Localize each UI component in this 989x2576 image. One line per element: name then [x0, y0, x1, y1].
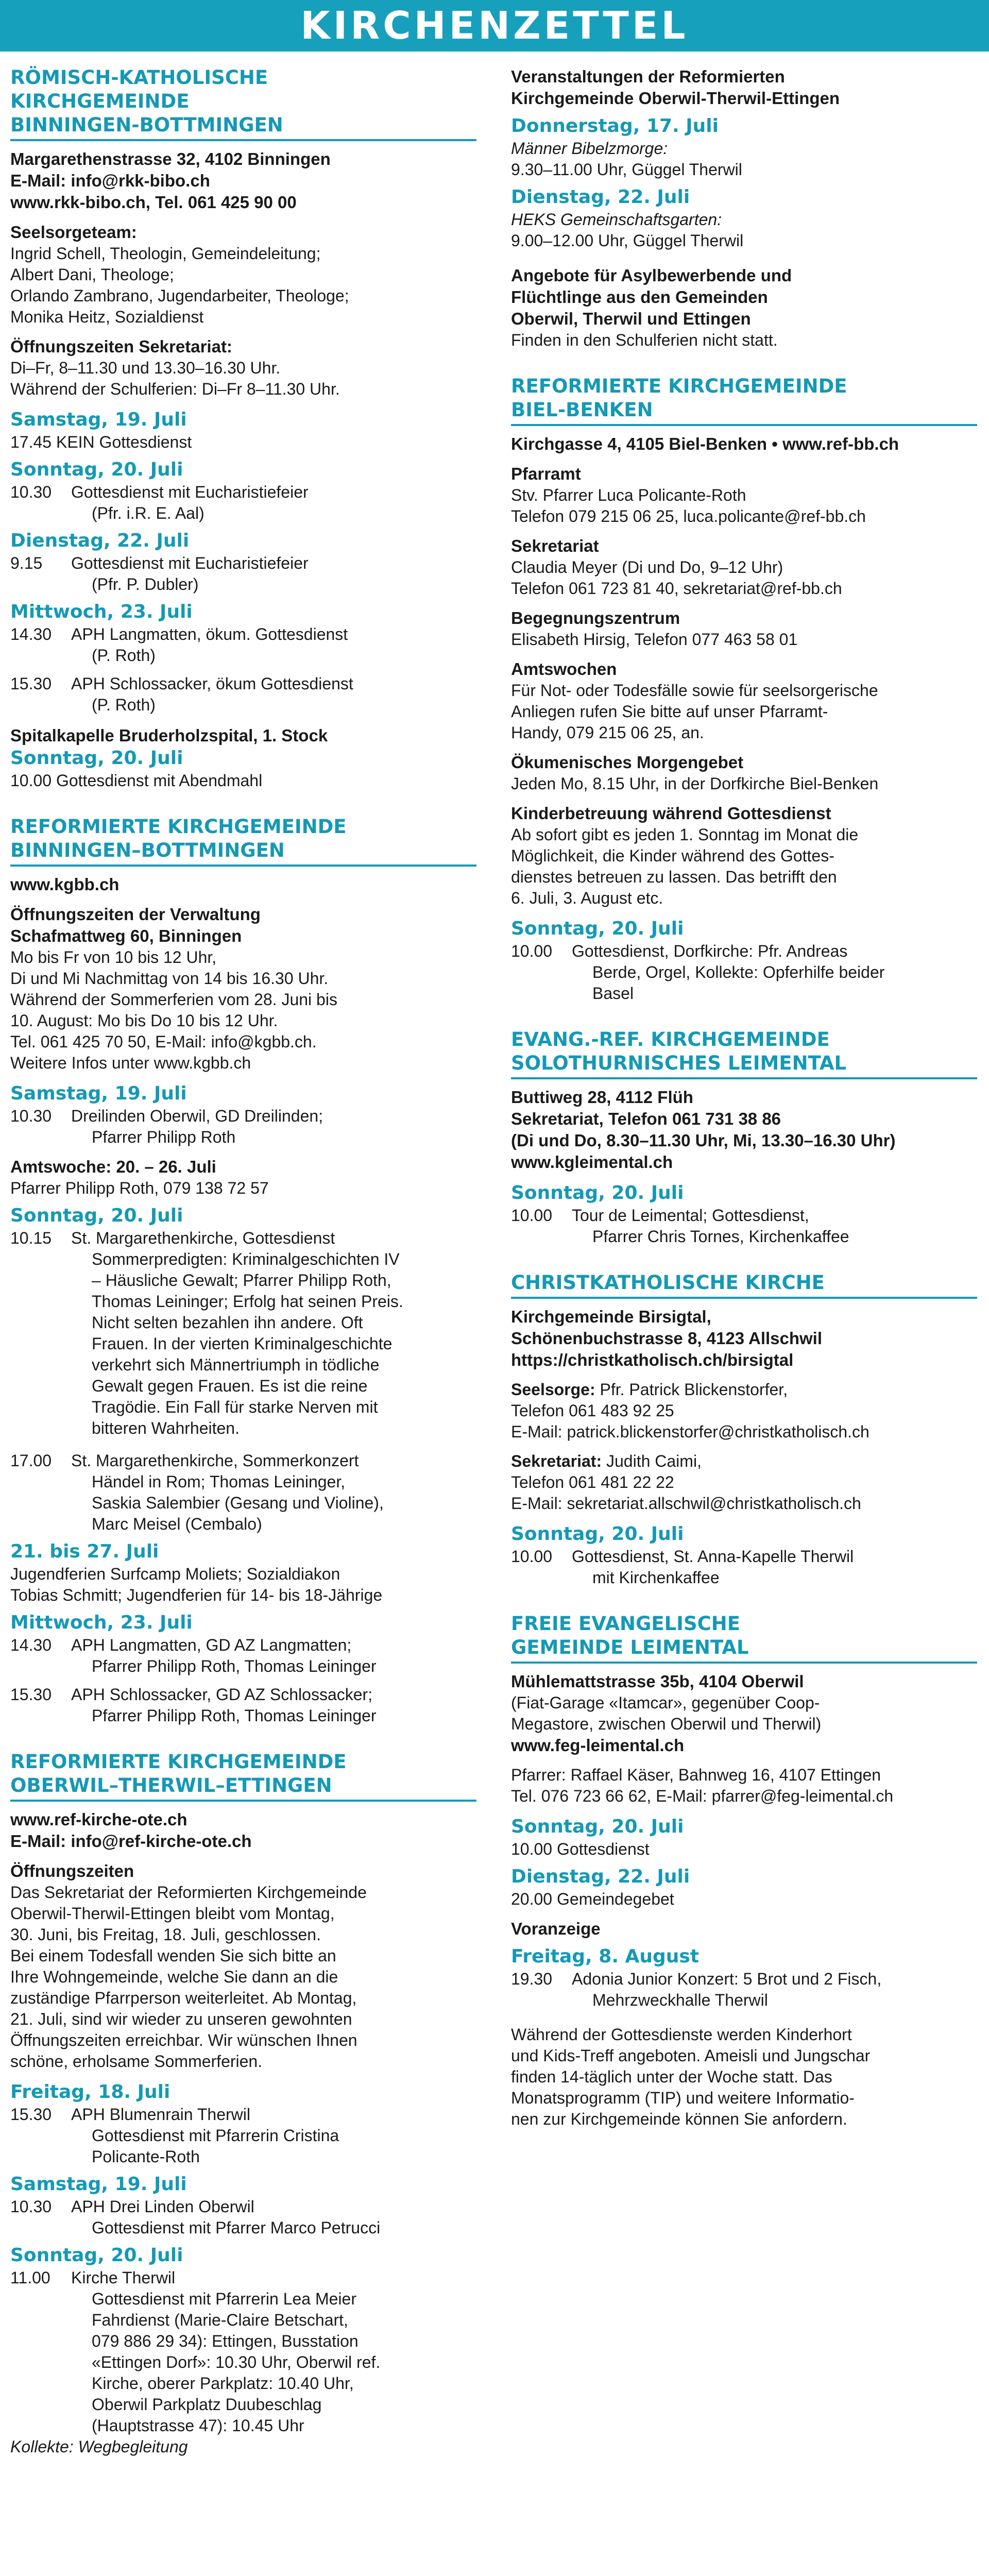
event-line: 10.00 Gottesdienst mit Abendmahl — [10, 771, 263, 790]
asyl-heading: Angebote für Asylbewerbende und Flüchtlinge aus den Gemeinden Oberwil, Therwil und Ettingen — [511, 266, 792, 328]
address-line: Kirchgasse 4, 4105 Biel-Benken • www.ref-bb.ch — [511, 434, 899, 453]
date-heading: Freitag, 18. Juli — [10, 2081, 170, 2103]
date-heading: Sonntag, 20. Juli — [511, 918, 684, 939]
date-heading: Sonntag, 20. Juli — [10, 748, 183, 769]
amtswoche-heading: Amtswoche: 20. – 26. Juli — [10, 1157, 216, 1176]
section-ref-biel-benken: REFORMIERTE KIRCHGEMEINDE BIEL-BENKEN Kirchgasse 4, 4105 Biel-Benken • www.ref-bb.ch Pfarramt Stv. Pfarrer Luca Policante-Roth Telefon 079 215 06 25, luca.policante@ref-bb.ch Sekretariat Claudia Meyer (Di und Do, 9–12 Uhr) Telefon 061 723 81 40, sekretariat@ref-bb.ch Begegnungszentrum Elisabeth Hirsig, Telefon 077 463 58 01 Amtswochen Für Not- oder Todesfälle sowie für seelsorgerische Anliegen rufen Sie bitte auf unser Pfarramt- Handy, 079 215 06 25, an. Ökumenisches Morgengebet Jeden Mo, 8.15 Uhr, in der Dorfkirche Biel-Benken Kinderbetreuung während Gottesdienst Ab sofort gibt es jeden 1. Sonntag im Monat die Möglichkeit, die Kinder während des Gottes- dienstes betreuen zu lassen. Das betrifft den 6. Juli, 3. August etc. Sonntag, 20. Juli 10.00 Gottesdienst, Dorfkirche: Pfr. Andreas Berde, Orgel, Kollekte: Opferhilfe beider Basel — [511, 375, 977, 1004]
date-heading: 21. bis 27. Juli — [10, 1541, 159, 1562]
date-heading: Sonntag, 20. Juli — [10, 1205, 183, 1226]
section-christkatholisch: CHRISTKATHOLISCHE KIRCHE Kirchgemeinde Birsigtal, Schönenbuchstrasse 8, 4123 Allschwil https://christkatholisch.ch/birsigtal Seelsorge: Pfr. Patrick Blickenstorfer, Telefon 061 483 92 25 E-Mail: patrick.blickenstorfer@christkatholisch.ch Sekretariat: Judith Caimi, Telefon 061 481 22 22 E-Mail: sekretariat.allschwil@christkatholisch.ch Sonntag, 20. Juli 10.00 Gottesdienst, St. Anna-Kapelle Therwil mit Kirchenkaffee — [511, 1271, 977, 1588]
date-heading: Dienstag, 22. Juli — [511, 187, 690, 208]
event-entry: 14.30 APH Langmatten, ökum. Gottesdienst (P. Roth) — [10, 625, 348, 665]
left-column — [10, 66, 476, 2481]
website-link[interactable]: www.feg-leimental.ch — [511, 1736, 685, 1755]
section-evang-leimental: EVANG.-REF. KIRCHGEMEINDE SOLOTHURNISCHES LEIMENTAL Buttiweg 28, 4112 Flüh Sekretariat, Telefon 061 731 38 86 (Di und Do, 8.30–11.30 Uhr, Mi, 13.30–16.30 Uhr) www.kgleimental.ch Sonntag, 20. Juli 10.00 Tour de Leimental; Gottesdienst, Pfarrer Chris Tornes, Kirchenkaffee — [511, 1028, 977, 1247]
date-heading: Sonntag, 20. Juli — [511, 1523, 684, 1545]
section-feg-leimental: FREIE EVANGELISCHE GEMEINDE LEIMENTAL Mühlemattstrasse 35b, 4104 Oberwil (Fiat-Garage «Itamcar», gegenüber Coop- Megastore, zwischen Oberwil und Therwil) www.feg-leimental.ch Pfarrer: Raffael Käser, Bahnweg 16, 4107 Ettingen Tel. 076 723 66 62, E-Mail: pfarrer@feg-leimental.ch Sonntag, 20. Juli 10.00 Gottesdienst Dienstag, 22. Juli 20.00 Gemeindegebet Voranzeige Freitag, 8. August 19.30 Adonia Junior Konzert: 5 Brot und 2 Fisch, Mehrzweckhalle Therwil Während der Gottesdienste werden Kinderhort und Kids-Treff angeboten. Ameisli und Jungschar finden 14-täglich unter der Woche statt. Das Monatsprogramm (TIP) und weitere Informatio- nen zur Kirchgemeinde können Sie anfordern. — [511, 1612, 977, 2130]
event-entry: 11.00 Kirche Therwil Gottesdienst mit Pfarrerin Lea Meier Fahrdienst (Marie-Claire Betschart, 079 886 29 34): Ettingen, Busstation «Ettingen Dorf»: 10.30 Uhr, Oberwil ref. Kirche, oberer Parkplatz: 10.40 Uhr, Oberwil Parkplatz Duubeschlag (Hauptstrasse 47): 10.45 Uhr — [10, 2268, 381, 2435]
section-ref-binningen — [10, 815, 476, 1726]
date-heading: Samstag, 19. Juli — [10, 409, 187, 430]
asyl-text: Finden in den Schulferien nicht statt. — [511, 331, 778, 349]
section-oberwil-events: Veranstaltungen der Reformierten Kirchgemeinde Oberwil-Therwil-Ettingen Donnerstag, 17. Juli Männer Bibelzmorge: 9.30–11.00 Uhr, Güggel Therwil Dienstag, 22. Juli HEKS Gemeinschaftsgarten: 9.00–12.00 Uhr, Güggel Therwil Angebote für Asylbewerbende und Flüchtlinge aus den Gemeinden Oberwil, Therwil und Ettingen Finden in den Schulferien nicht statt. — [511, 66, 977, 351]
contact-block: www.ref-kirche-ote.ch E-Mail: info@ref-kirche-ote.ch — [10, 1810, 252, 1851]
section-title: REFORMIERTE KIRCHGEMEINDE BINNINGEN–BOTTMINGEN — [10, 815, 476, 867]
section-rk-binningen — [10, 66, 476, 791]
section-ref-oberwil — [10, 1750, 476, 2458]
date-heading: Dienstag, 22. Juli — [511, 1866, 690, 1887]
section-title: RÖMISCH-KATHOLISCHE KIRCHGEMEINDE BINNINGEN-BOTTMINGEN — [10, 66, 476, 141]
event-line: 17.45 KEIN Gottesdienst — [10, 433, 192, 451]
website-link[interactable]: www.kgbb.ch — [10, 875, 120, 894]
event-entry: 17.00 St. Margarethenkirche, Sommerkonzert Händel in Rom; Thomas Leininger, Saskia Salembier (Gesang und Violine), Marc Meisel (Cembalo) — [10, 1451, 384, 1533]
right-column — [511, 66, 977, 2154]
date-heading: Samstag, 19. Juli — [10, 2174, 187, 2195]
team-block: Seelsorgeteam: Ingrid Schell, Theologin, Gemeindeleitung; Albert Dani, Theologe; Orlando Zambrano, Jugendarbeiter, Theologe; Monika Heitz, Sozialdienst — [10, 223, 349, 326]
date-heading: Sonntag, 20. Juli — [511, 1182, 684, 1204]
event-entry: 14.30 APH Langmatten, GD AZ Langmatten; Pfarrer Philipp Roth, Thomas Leininger — [10, 1636, 377, 1675]
section-title: FREIE EVANGELISCHE GEMEINDE LEIMENTAL — [511, 1612, 977, 1664]
amtswoche-text: Pfarrer Philipp Roth, 079 138 72 57 — [10, 1179, 269, 1197]
event-entry: 15.30 APH Schlossacker, GD AZ Schlossacker; Pfarrer Philipp Roth, Thomas Leininger — [10, 1685, 377, 1725]
date-heading: Freitag, 8. August — [511, 1946, 700, 1967]
page-title: KIRCHENZETTEL — [300, 4, 689, 48]
spital-heading: Spitalkapelle Bruderholzspital, 1. Stock — [10, 726, 328, 745]
date-heading: Mittwoch, 23. Juli — [10, 601, 193, 622]
event-entry: 10.15 St. Margarethenkirche, Gottesdienst Sommerpredigten: Kriminalgeschichten IV – Häusliche Gewalt; Pfarrer Philipp Roth, Thomas Leininger; Erfolg hat seinen Preis. Nicht selten bezahlen ihn andere. Oft Frauen. In der vierten Kriminalgeschichte verkehrt sich Männertriumph in tödliche Gewalt gegen Frauen. Es ist die reine Tragödie. Ein Fall für starke Nerven mit bitteren Wahrheiten. — [10, 1229, 403, 1437]
office-hours-block: Öffnungszeiten Sekretariat: Di–Fr, 8–11.30 und 13.30–16.30 Uhr. Während der Schulferien: Di–Fr 8–11.30 Uhr. — [10, 337, 340, 398]
date-heading: Sonntag, 20. Juli — [10, 459, 183, 480]
opening-hours-block: Öffnungszeiten Das Sekretariat der Reformierten Kirchgemeinde Oberwil-Therwil-Ettingen bleibt vom Montag, 30. Juni, bis Freitag, 18. Juli, geschlossen. Bei einem Todesfall wenden Sie sich bitte an Ihre Wohngemeinde, welche Sie dann an die zuständige Pfarrperson weiterleitet. Ab Montag, 21. Juli, sind wir wieder zu unseren gewohnten Öffnungszeiten erreichbar. Wir wünschen Ihnen schöne, erholsame Sommerferien. — [10, 1861, 367, 2071]
event-entry: 10.00 Gottesdienst, Dorfkirche: Pfr. Andreas Berde, Orgel, Kollekte: Opferhilfe beider Basel — [511, 942, 885, 1003]
date-heading: Donnerstag, 17. Juli — [511, 115, 719, 137]
contact-block: Margarethenstrasse 32, 4102 Binningen E-Mail: info@rkk-bibo.ch www.rkk-bibo.ch, Tel. 061 425 90 00 — [10, 149, 331, 212]
date-heading: Samstag, 19. Juli — [10, 1083, 187, 1104]
kollekte-note: Kollekte: Wegbegleitung — [10, 2437, 188, 2456]
event-entry: 10.00 Gottesdienst, St. Anna-Kapelle Therwil mit Kirchenkaffee — [511, 1547, 854, 1587]
event-entry: 10.30 Gottesdienst mit Eucharistiefeier (Pfr. i.R. E. Aal) — [10, 483, 309, 522]
date-heading: Sonntag, 20. Juli — [10, 2245, 183, 2266]
date-heading: Dienstag, 22. Juli — [10, 530, 190, 551]
section-title: REFORMIERTE KIRCHGEMEINDE BIEL-BENKEN — [511, 375, 977, 426]
event-entry: 15.30 APH Blumenrain Therwil Gottesdienst mit Pfarrerin Cristina Policante-Roth — [10, 2105, 339, 2166]
event-entry: 10.30 APH Drei Linden Oberwil Gottesdienst mit Pfarrer Marco Petrucci — [10, 2197, 381, 2237]
event-entry: 10.00 Tour de Leimental; Gottesdienst, Pfarrer Chris Tornes, Kirchenkaffee — [511, 1206, 849, 1246]
section-title: CHRISTKATHOLISCHE KIRCHE — [511, 1271, 977, 1299]
event-entry: 10.30 Dreilinden Oberwil, GD Dreilinden; Pfarrer Philipp Roth — [10, 1107, 323, 1146]
admin-hours-block: Öffnungszeiten der Verwaltung Schafmattweg 60, Binningen Mo bis Fr von 10 bis 12 Uhr, Di und Mi Nachmittag von 14 bis 16.30 Uhr. Während der Sommerferien vom 28. Juni bis 10. August: Mo bis Do 10 bis 12 Uhr. Tel. 061 425 70 50, E-Mail: info@kgbb.ch. Weitere Infos unter www.kgbb.ch — [10, 905, 337, 1072]
page-banner — [0, 0, 989, 52]
event-entry: 15.30 APH Schlossacker, ökum Gottesdienst (P. Roth) — [10, 674, 353, 714]
section-title: EVANG.-REF. KIRCHGEMEINDE SOLOTHURNISCHES LEIMENTAL — [511, 1028, 977, 1079]
section-title: REFORMIERTE KIRCHGEMEINDE OBERWIL–THERWIL–ETTINGEN — [10, 1750, 476, 1802]
date-heading: Sonntag, 20. Juli — [511, 1816, 684, 1837]
event-entry: 9.15 Gottesdienst mit Eucharistiefeier (Pfr. P. Dubler) — [10, 554, 309, 594]
event-entry: 19.30 Adonia Junior Konzert: 5 Brot und 2 Fisch, Mehrzweckhalle Therwil — [511, 1970, 882, 2009]
camp-text: Jugendferien Surfcamp Moliets; Sozialdiakon Tobias Schmitt; Jugendferien für 14- bis 18-Jährige — [10, 1565, 383, 1604]
date-heading: Mittwoch, 23. Juli — [10, 1612, 193, 1633]
